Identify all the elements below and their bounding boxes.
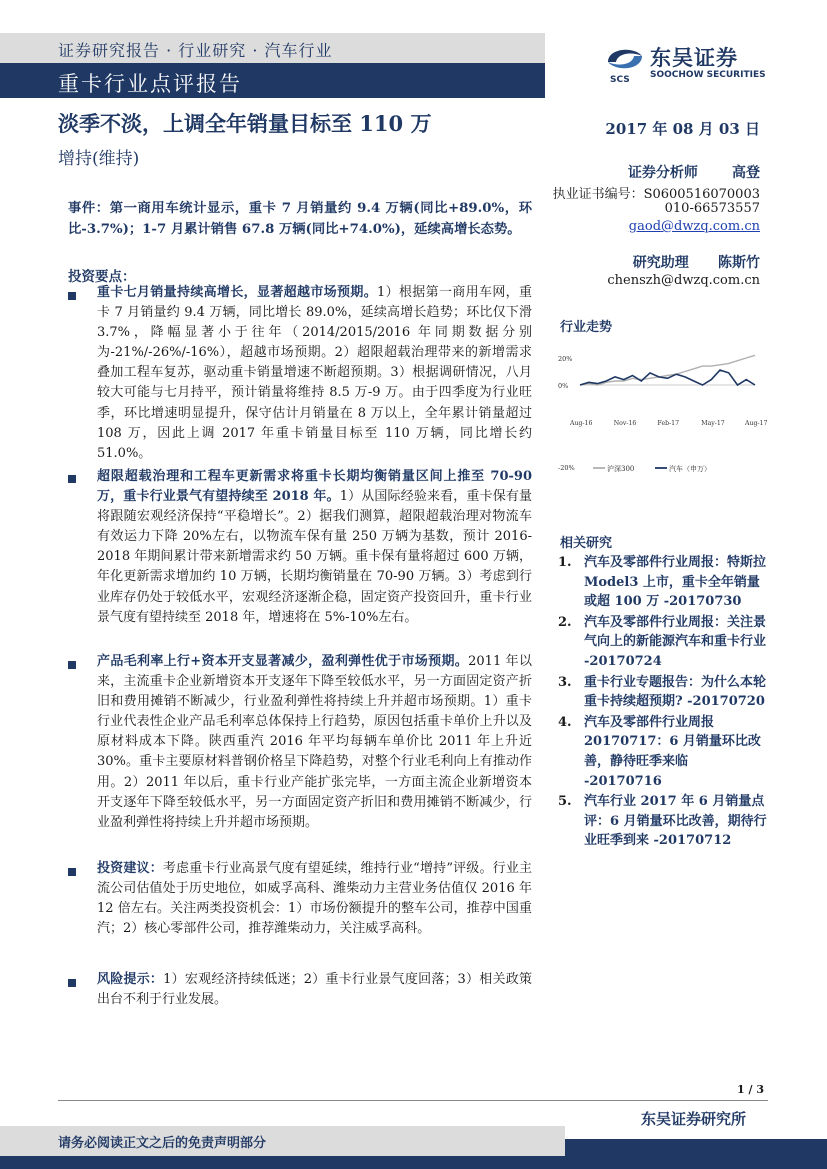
- related-item[interactable]: [558, 713, 768, 791]
- assistant-label: 研究助理: [632, 255, 689, 271]
- related-item[interactable]: [558, 792, 768, 851]
- point-text: 1）根据第一商用车网，重卡 7 月销量约 9.4 万辆，同比增长 89.0%，延续高增长趋势；环比仅下滑 3.7%，降幅显著小于往年（2014/2015/2016 年同期数据分别为-21%/-26%/-16%），超越市场预期。2）超限超载治理带来的新增需求叠加工程车复苏，驱动重卡销量增速不断超预期。3）根据调研情况，八月较大可能与七月持平，预计销量将维持 8.5 万-9 万。由于四季度为行业旺季，环比增速明显提升，保守估计月销量在 8 万以上，全年累计销量超过 108 万，因此上调 2017 年重卡销量目标至 110 万辆，同比增长约 51.0%。: [97, 285, 532, 461]
- analyst-line: [540, 162, 760, 182]
- event-summary: 事件：第一商用车统计显示，重卡 7 月销量约 9.4 万辆(同比+89.0%，环比-3.7%)；1-7 月累计销售 67.8 万辆(同比+74.0%)，延续高增长态势。: [68, 201, 532, 237]
- logo-name: 东吴证券: [650, 46, 738, 70]
- chart-x-tick-label: Aug-16: [570, 420, 593, 427]
- related-item-title: 汽车及零部件行业周报：关注景气向上的新能源汽车和重卡行业 -20170724: [584, 614, 767, 669]
- footer-divider: [58, 1100, 768, 1101]
- assistant-email: chenszh@dwzq.com.cn: [607, 273, 760, 288]
- investment-point: [97, 859, 532, 939]
- org-name: 东吴证券研究所: [640, 1110, 746, 1128]
- breadcrumb: 证券研究报告 · 行业研究 · 汽车行业: [58, 41, 333, 60]
- related-item-number: 3.: [558, 674, 572, 690]
- logo-name-en: SOOCHOW SECURITIES: [650, 70, 766, 80]
- page-number: 1 / 3: [737, 1083, 764, 1096]
- chart-x-tick-label: May-17: [701, 420, 725, 427]
- chart-title: 行业走势: [560, 320, 613, 335]
- chart-x-tick-label: Aug-17: [745, 420, 768, 427]
- point-text: 2011 年以来，主流重卡企业新增资本开支逐年下降至较低水平，另一方面固定资产折旧和费用摊销不断减少，行业盈利弹性将持续上升并超市场预期。1）重卡行业代表性企业产品毛利率总体保持上行趋势，原因包括重卡单价上升以及原材料成本下降。陕西重汽 2016 年平均每辆车单价比 2011 年上升近 30%。重卡主要原材料普钢价格呈下降趋势，对整个行业毛利向上有推动作用。2）2011 年以后，重卡行业产能扩张完毕，一方面主流企业新增资本开支逐年下降至较低水平，另一方面固定资产折旧和费用摊销不断减少，行业盈利弹性将持续上升并超市场预期。: [97, 654, 532, 830]
- chart-y-tick-label: -20%: [558, 464, 575, 472]
- bullet-icon: [68, 475, 76, 483]
- top-breadcrumb-bar: [0, 33, 545, 63]
- assistant-line: [540, 252, 760, 272]
- logo-mark: SCS: [610, 75, 630, 85]
- point-heading: 超限超载治理和工程车更新需求将重卡长期均衡销量区间上推至 70-90 万，重卡行业景气有望持续至 2018 年。: [97, 469, 532, 505]
- industry-trend-chart: [555, 340, 768, 485]
- chart-x-tick-label: Nov-16: [613, 420, 637, 427]
- report-type-bar: [0, 63, 545, 98]
- chart-legend-label: 汽车（申万）: [669, 465, 711, 473]
- related-item-title: 汽车行业 2017 年 6 月销量点评：6 月销量环比改善，期待行业旺季到来 -20170712: [584, 794, 767, 849]
- bullet-icon: [68, 292, 76, 300]
- related-item-number: 1.: [558, 555, 572, 570]
- point-heading: 重卡七月销量持续高增长，显著超越市场预期。: [97, 285, 378, 300]
- disclaimer-bar: [0, 1126, 565, 1156]
- bullet-icon: [68, 868, 76, 876]
- point-heading: 风险提示：: [97, 972, 164, 987]
- point-heading: 投资建议：: [97, 861, 163, 876]
- related-item-title: 汽车及零部件行业周报 20170717：6 月销量环比改善，静待旺季来临 -20170716: [584, 714, 761, 789]
- related-item[interactable]: [558, 613, 768, 672]
- related-item[interactable]: [558, 553, 768, 612]
- assistant-name: 陈斯竹: [718, 255, 760, 271]
- rating: 增持(维持): [58, 149, 140, 169]
- analyst-name: 高登: [732, 165, 760, 181]
- chart-legend-label: 沪深300: [607, 465, 635, 473]
- point-text: 1）宏观经济持续低迷；2）重卡行业景气度回落；3）相关政策出台不利于行业发展。: [97, 972, 532, 1008]
- analyst-label: 证券分析师: [627, 165, 698, 181]
- report-date: 2017 年 08 月 03 日: [605, 120, 760, 138]
- chart-x-tick-label: Feb-17: [657, 420, 680, 427]
- point-text: 1）从国际经验来看，重卡保有量将跟随宏观经济保持“平稳增长”。2）据我们测算，超限超载治理对物流车有效运力下降 20%左右，以物流车保有量 250 万辆为基数，预计 2016-2018 年期间累计带来新增需求约 50 万辆。重卡保有量将超过 600 万辆，年化更新需求增加约 10 万辆，长期均衡销量在 70-90 万辆。3）考虑到行业库存仍处于较低水平，宏观经济逐渐企稳，固定资产投资回升，重卡行业景气度有望持续至 2018 年，增速将在 5%-10%左右。: [97, 489, 532, 625]
- investment-point: [97, 970, 532, 1010]
- related-item-number: 2.: [558, 614, 572, 630]
- investment-point: [97, 467, 532, 628]
- investment-point: [97, 283, 532, 464]
- related-item-title: 重卡行业专题报告：为什么本轮重卡持续超预期? -20170720: [584, 674, 767, 710]
- related-research-list: [558, 553, 768, 852]
- point-heading: 产品毛利率上行+资本开支显著减少，盈利弹性优于市场预期。: [97, 654, 469, 669]
- chart-y-tick-label: 20%: [558, 355, 573, 363]
- points-title: 投资要点：: [68, 269, 136, 285]
- bullet-icon: [68, 979, 76, 987]
- analyst-email-link[interactable]: gaod@dwzq.com.cn: [628, 219, 760, 234]
- analyst-phone: 010-66573557: [664, 201, 760, 216]
- investment-point: [97, 652, 532, 833]
- related-item-number: 5.: [558, 794, 572, 810]
- related-item[interactable]: [558, 673, 768, 712]
- analyst-cert: 执业证书编号：S0600516070003: [552, 187, 760, 202]
- disclaimer: 请务必阅读正文之后的免责声明部分: [58, 1136, 267, 1151]
- related-item-title: 汽车及零部件行业周报：特斯拉 Model3 上市，重卡全年销量或超 100 万 -20170730: [584, 555, 767, 610]
- related-research-title: 相关研究: [560, 536, 613, 551]
- report-type: 重卡行业点评报告: [58, 72, 242, 96]
- related-item-number: 4.: [558, 714, 572, 730]
- bullet-icon: [68, 661, 76, 669]
- point-text: 考虑重卡行业高景气度有望延续，维持行业“增持”评级。行业主流公司估值处于历史地位，如威孚高科、潍柴动力主营业务估值仅 2016 年 12 倍左右。关注两类投资机会：1）市场份额提升的整车公司，推荐中国重汽；2）核心零部件公司，推荐潍柴动力，关注威孚高科。: [97, 861, 532, 937]
- report-headline: 淡季不淡，上调全年销量目标至 110 万: [58, 111, 432, 136]
- chart-y-tick-label: 0%: [558, 382, 569, 390]
